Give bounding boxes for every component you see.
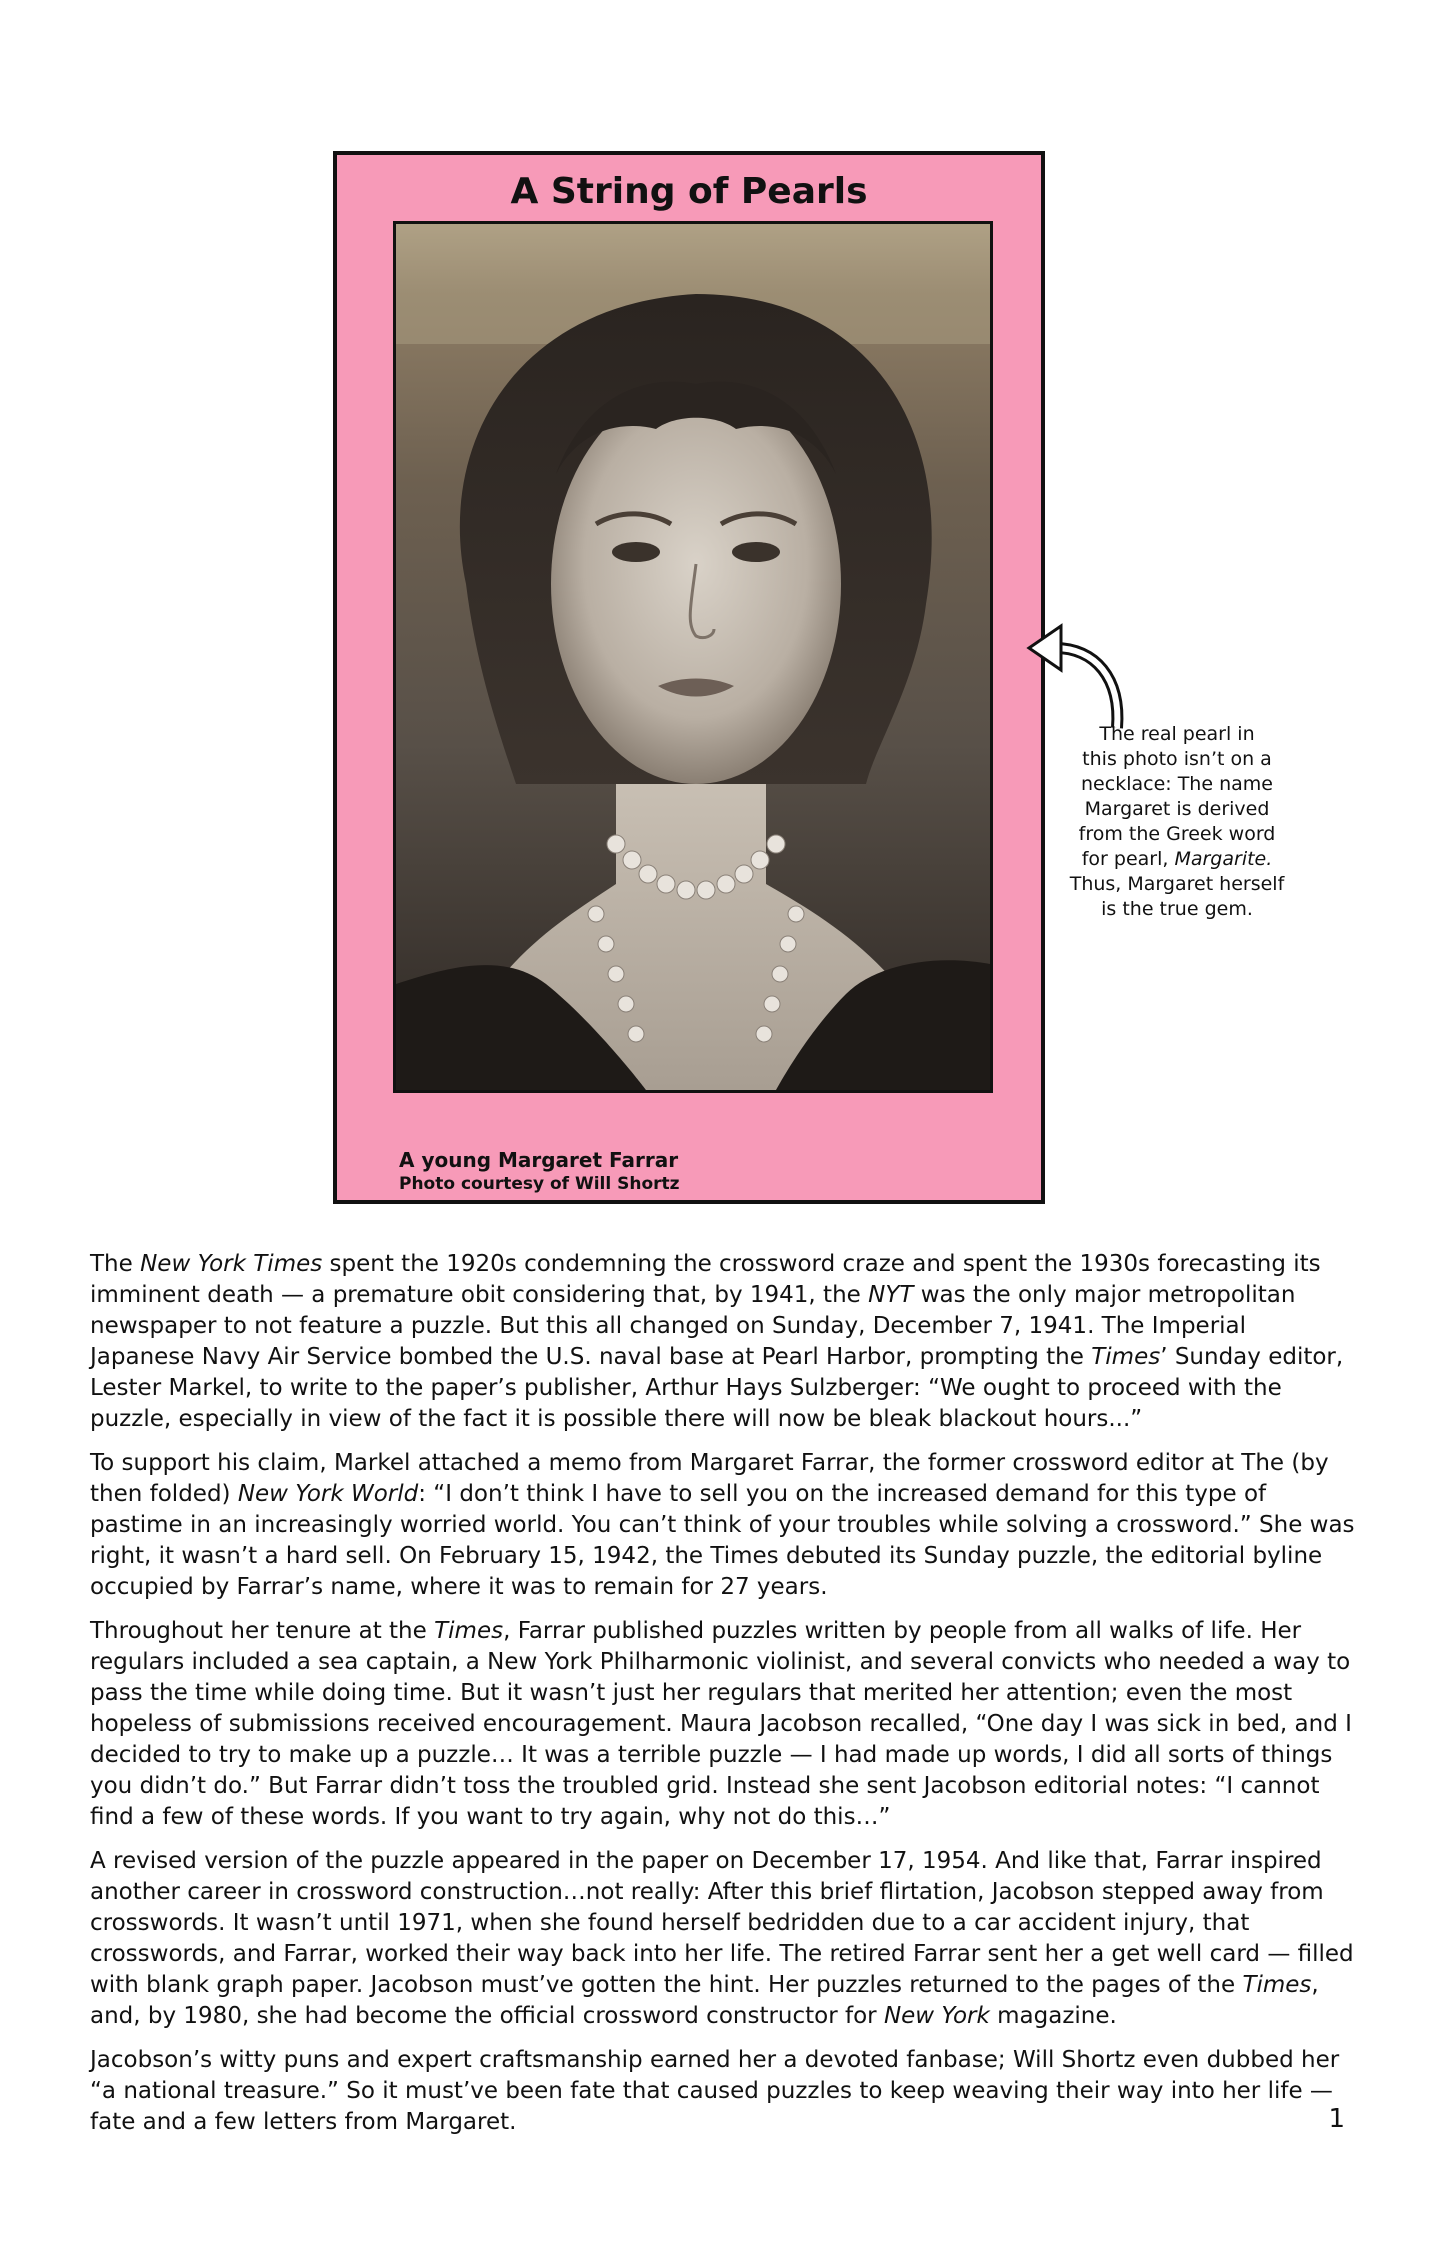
text-run: , Farrar published puzzles written by people from all walks of life. Her regulars included a sea captain, a New York Philharmonic violinist, and several convicts who needed a way to pass the time while doing time. But it wasn’t just her regulars that merited her attention; even the most hopeless of submissions received encouragement. Maura Jacobson recalled, “One day I was sick in bed, and I decided to try to make up a puzzle… It was a terrible puzzle — I had made up words, I did all sorts of things you didn’t do.” But Farrar didn’t toss the troubled grid. Instead she sent Jacobson editorial notes: “I cannot find a few of these words. If you want to try again, why not do this…” (90, 1618, 1352, 1830)
side-note-line: this photo isn’t on a (1082, 748, 1272, 770)
side-note-line: necklace: The name (1081, 773, 1273, 795)
paragraph-4 (90, 1846, 1355, 2032)
curved-arrow-icon (1025, 608, 1135, 738)
article-body (90, 1249, 1355, 2151)
text-run: To support his claim, Markel attached a memo from Margaret Farrar, the former crossword editor at The (by then folded) (90, 1450, 1329, 1507)
text-run: Jacobson’s witty puns and expert craftsmanship earned her a devoted fanbase; Will Shortz even dubbed her “a national treasure.” So it must’ve been fate that caused puzzles to keep weaving their way into her life — fate and a few letters from Margaret. (90, 2047, 1340, 2135)
publication-name: New York World (237, 1481, 419, 1507)
paragraph-5 (90, 2045, 1355, 2138)
text-run: A revised version of the puzzle appeared in the paper on December 17, 1954. And like that, Farrar inspired another career in crossword construction…not really: After this brief flirtation, Jacobson stepped away from crosswords. It wasn’t until 1971, when she found herself bedridden due to a car accident injury, that crosswords, and Farrar, worked their way back into her life. The retired Farrar sent her a get well card — filled with blank graph paper. Jacobson must’ve gotten the hint. Her puzzles returned to the pages of the (90, 1848, 1354, 1998)
portrait-photo (393, 221, 993, 1093)
side-note-line: from the Greek word (1078, 823, 1276, 845)
publication-name: New York (883, 2003, 990, 2029)
side-note-text: for pearl, (1081, 848, 1175, 870)
publication-name: NYT (868, 1282, 914, 1308)
caption-title: A young Margaret Farrar (399, 1148, 679, 1172)
side-note-emphasis: Margarite. (1174, 848, 1273, 870)
text-run: : “I don’t think I have to sell you on the increased demand for this type of pastime in an increasingly worried world. You can’t think of your troubles while solving a crossword.” She was right, it wasn’t a hard sell. On February 15, 1942, the Times debuted its Sunday puzzle, the editorial byline occupied by Farrar’s name, where it was to remain for 27 years. (90, 1481, 1355, 1600)
side-note-line: is the true gem. (1101, 898, 1253, 920)
frame-title: A String of Pearls (510, 171, 868, 212)
text-run: was the only major metropolitan newspaper to not feature a puzzle. But this all changed on Sunday, December 7, 1941. The Imperial Japanese Navy Air Service bombed the U.S. naval base at Pearl Harbor, prompting the (90, 1282, 1296, 1370)
paragraph-1 (90, 1249, 1355, 1435)
portrait-illustration (396, 224, 990, 1090)
photo-frame (333, 151, 1045, 1204)
publication-name: New York Times (140, 1251, 323, 1277)
text-run: Throughout her tenure at the (90, 1618, 435, 1644)
text-run: , and, by 1980, she had become the official crossword constructor for (90, 1972, 1319, 2029)
text-run: magazine. (989, 2003, 1117, 2029)
text-run: The (90, 1251, 141, 1277)
publication-name: Times (434, 1618, 504, 1644)
text-run: ’ Sunday editor, Lester Markel, to write to the paper’s publisher, Arthur Hays Sulzberger: “We ought to proceed with the puzzle, especially in view of the fact it is possible there will now be bleak blackout hours...” (90, 1344, 1344, 1432)
caption-credit: Photo courtesy of Will Shortz (399, 1174, 680, 1194)
side-note (1052, 722, 1302, 922)
publication-name: Times (1242, 1972, 1312, 1998)
publication-name: Times (1091, 1344, 1161, 1370)
paragraph-3 (90, 1616, 1355, 1833)
text-run: spent the 1920s condemning the crossword craze and spent the 1930s forecasting its imminent death — a premature obit considering that, by 1941, the (90, 1251, 1321, 1308)
photo-caption (399, 1148, 680, 1196)
paragraph-2 (90, 1448, 1355, 1603)
side-note-line (1052, 847, 1302, 872)
side-note-line: The real pearl in (1099, 723, 1255, 745)
side-note-line: Margaret is derived (1084, 798, 1270, 820)
page-number: 1 (1328, 2104, 1345, 2134)
side-note-line: Thus, Margaret herself (1069, 873, 1285, 895)
